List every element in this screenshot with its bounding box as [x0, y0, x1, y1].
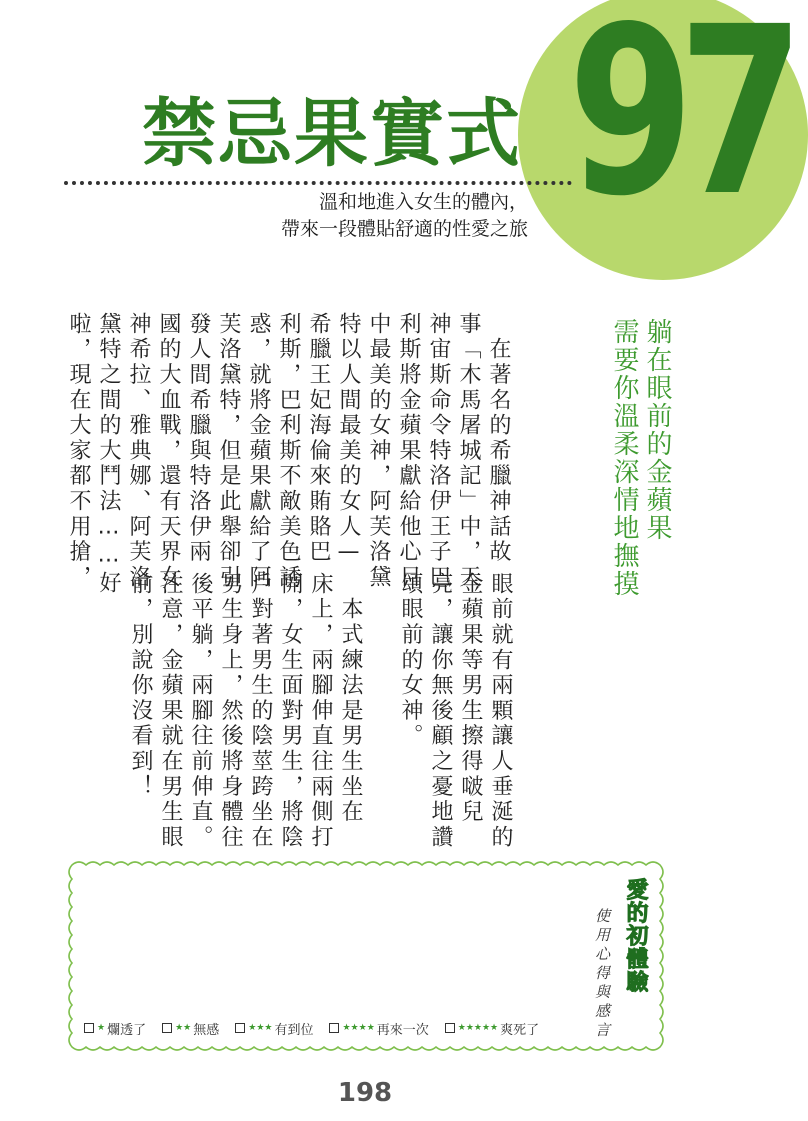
rating-options	[84, 1017, 539, 1039]
body-column: 在著名的希臘神話故	[486, 312, 511, 565]
body-column-2: 亮，讓你無後顧之憂地讚	[428, 572, 453, 851]
body-column: 希臘王妃海倫來賄賂巴	[306, 312, 331, 565]
star-icons: ★★★★	[342, 1023, 375, 1033]
rating-label: 無感	[193, 1022, 220, 1038]
body-column: 芙洛黛特，但是此舉卻引	[216, 312, 241, 591]
body-column-2: 開，女生面對男生，將陰	[278, 572, 303, 851]
star-icons: ★	[97, 1023, 106, 1033]
body-column: 事「木馬屠城記」中，天	[456, 312, 481, 591]
rating-option-4[interactable]	[329, 1017, 428, 1039]
rating-option-2[interactable]	[162, 1017, 219, 1039]
checkbox-icon[interactable]	[235, 1023, 245, 1033]
rating-option-3[interactable]	[235, 1017, 313, 1039]
rating-label: 再來一次	[376, 1022, 429, 1038]
checkbox-icon[interactable]	[162, 1023, 172, 1033]
rating-label: 爽死了	[500, 1022, 540, 1038]
body-column-2: 戶對著男生的陰莖跨坐在	[248, 572, 273, 851]
body-column: 特以人間最美的女人—	[336, 312, 361, 568]
body-column: 利斯，巴利斯不敵美色誘	[276, 312, 301, 591]
body-column-2: 床上，兩腳伸直往兩側打	[308, 572, 333, 851]
checkbox-icon[interactable]	[84, 1023, 94, 1033]
body-column: 發人間希臘與特洛伊兩	[186, 312, 211, 565]
checkbox-icon[interactable]	[445, 1023, 455, 1033]
body-column-2: 眼前就有兩顆讓人垂涎的	[488, 572, 513, 851]
body-column: 國的大血戰，還有天界女	[156, 312, 181, 591]
body-column: 神希拉、雅典娜、阿芙洛	[126, 312, 151, 591]
body-column-2: 金蘋果等男生擦得啵兒	[458, 572, 483, 825]
rating-option-5[interactable]	[445, 1017, 539, 1039]
chapter-number: 97	[568, 0, 789, 247]
rating-label: 有到位	[274, 1022, 314, 1038]
checkbox-icon[interactable]	[329, 1023, 339, 1033]
body-column: 惑，就將金蘋果獻給了阿	[246, 312, 271, 591]
body-column-2: 頌眼前的女神。	[398, 572, 423, 750]
body-column: 黛特之間的大鬥法……好	[96, 312, 121, 597]
dotted-divider	[64, 181, 572, 185]
body-column: 啦，現在大家都不用搶，	[66, 312, 91, 591]
page-number: 198	[337, 1078, 393, 1108]
rating-option-1[interactable]	[84, 1017, 146, 1039]
side-heading-line-1: 躺在眼前的金蘋果	[642, 318, 672, 542]
star-icons: ★★★★★	[457, 1023, 499, 1033]
body-column-2: 本式練法是男生坐在	[338, 572, 363, 825]
page-title: 禁忌果實式	[142, 91, 522, 177]
subtitle-line-1: 溫和地進入女生的體內，	[318, 191, 528, 213]
body-column: 神宙斯命令特洛伊王子巴	[426, 312, 451, 591]
body-column: 中最美的女神，阿芙洛黛	[366, 312, 391, 591]
body-column: 利斯將金蘋果獻給他心目	[396, 312, 421, 591]
rating-label: 爛透了	[107, 1022, 147, 1038]
star-icons: ★★★	[248, 1023, 273, 1033]
side-heading-line-2: 需要你溫柔深情地撫摸	[609, 318, 639, 598]
subtitle-line-2: 帶來一段體貼舒適的性愛之旅	[280, 218, 528, 240]
star-icons: ★★	[175, 1023, 192, 1033]
body-column-2: 男生身上，然後將身體往	[218, 572, 243, 851]
body-column-2: 前，別說你沒看到！	[128, 572, 153, 800]
body-column-2: 後平躺，兩腳往前伸直。	[188, 572, 213, 851]
box-subtitle: 使用心得與感言	[593, 908, 611, 1041]
box-title: 愛的初體驗	[623, 878, 648, 993]
body-column-2: 注意，金蘋果就在男生眼	[158, 572, 183, 851]
